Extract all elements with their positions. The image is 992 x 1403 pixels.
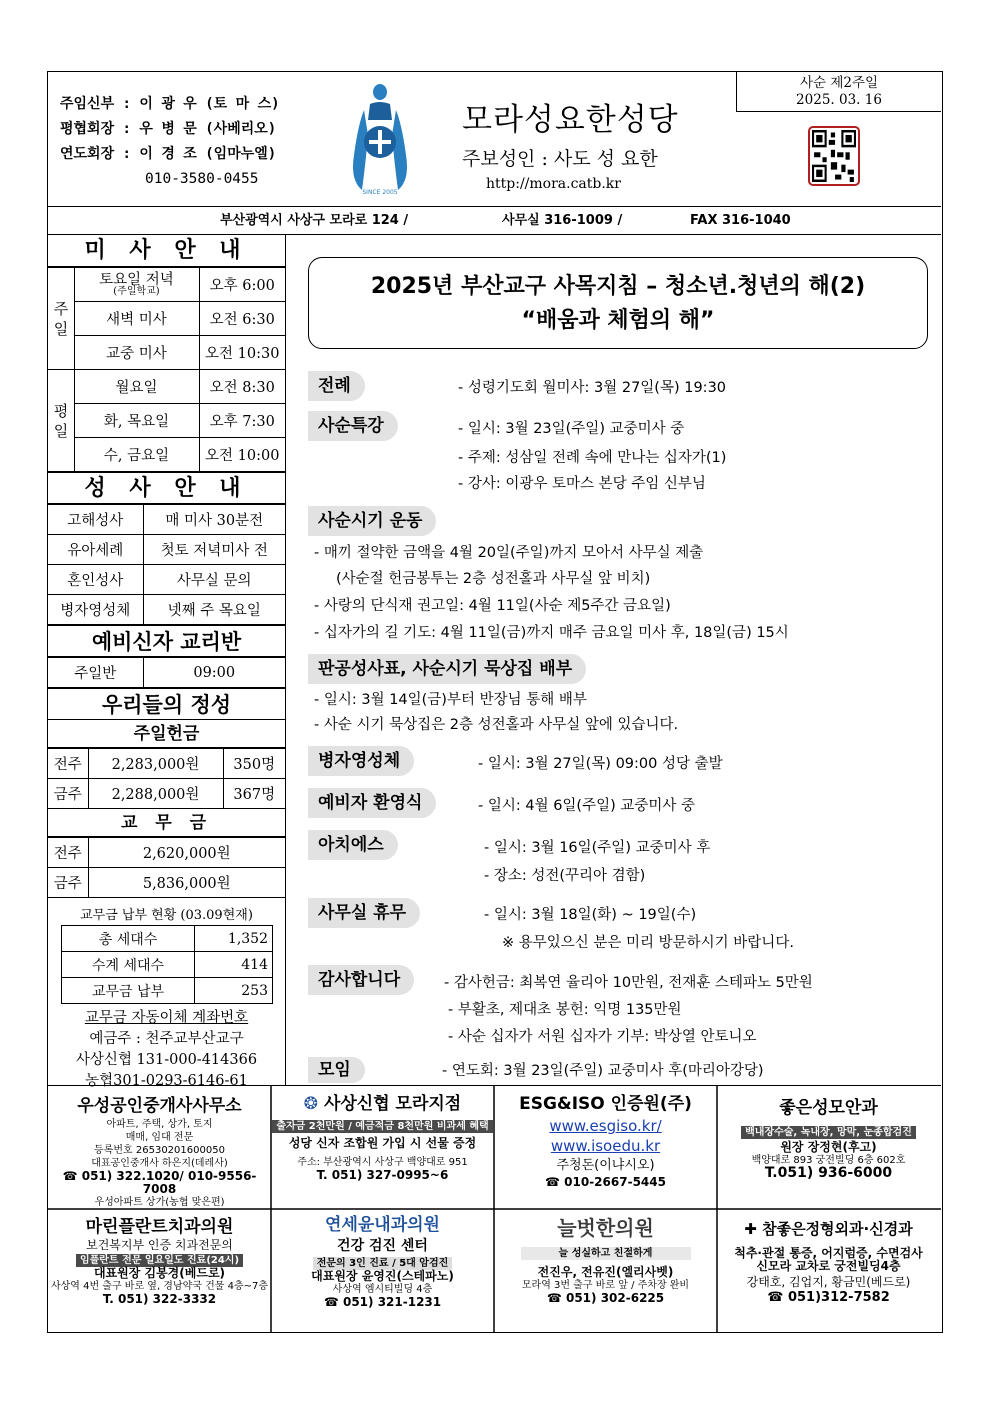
ad-phone: ☎ 051) 321-1231 [323,1295,442,1309]
right-column [288,235,942,1085]
section-tag: 판공성사표, 사순시기 묵상집 배부 [308,654,586,684]
mass-time: 오후 7:30 [199,404,285,438]
ad-title-text: 참좋은정형외과·신경과 [762,1220,913,1238]
section-tag: 감사합니다 [308,965,414,995]
ad-highlight: 늘 성실하고 친절하게 [521,1247,691,1260]
section-line: - 십자가의 길 기도: 4월 11일(금)까지 매주 금요일 미사 후, 18일(금) 15시 [314,625,789,641]
ad-phone: T. 051) 327-0995~6 [316,1168,449,1182]
status-value: 253 [195,978,273,1004]
section-line: - 일시: 3월 14일(금)부터 반장님 통해 배부 [314,692,587,708]
office-phone: 사무실 316-1009 / [502,213,623,228]
offering-count: 367명 [223,779,285,809]
sacraments-title: 성 사 안 내 [48,472,285,504]
section-line: - 일시: 3월 23일(주일) 교중미사 중 [458,421,685,437]
mass-name: 새벽 미사 [74,302,199,336]
ad-line: 원장 장정현(후고) [780,1140,877,1154]
ad-korean-medicine [494,1209,717,1332]
catechumen-title: 예비신자 교리반 [48,625,285,657]
ad-title: 좋은성모안과 [779,1098,878,1118]
dues-status-title: 교무금 납부 현황 (03.09현재) [80,908,253,923]
section-tag: 사순특강 [308,411,398,441]
liturgical-season: 사순 제2주일 [799,75,879,91]
section-line: - 사순 시기 묵상집은 2층 성전홀과 사무실 앞에 있습니다. [314,717,679,733]
status-label: 교무금 납부 [62,978,195,1004]
section-line: - 주제: 성삼일 전례 속에 만나는 십자가(1) [458,450,727,466]
section-line: - 일시: 3월 18일(화) ~ 19일(수) [484,907,697,923]
mass-time: 오전 10:00 [199,438,285,472]
weekday-label [48,370,74,472]
mass-name-text: 토요일 저녁 [99,271,174,288]
ad-subtitle: 건강 검진 센터 [337,1238,428,1254]
account-line: 농협301-0293-6146-61 [85,1073,248,1089]
section-line: - 장소: 성전(꾸리아 겸함) [484,868,646,884]
ad-line: 아파트, 주택, 상가, 토지 [106,1119,213,1130]
offering-label: 금주 [48,779,88,809]
mass-name: 화, 목요일 [74,404,199,438]
sunday-label [48,268,74,370]
mass-name: 월요일 [74,370,199,404]
mass-time: 오후 6:00 [199,268,285,302]
ad-link[interactable]: www.isoedu.kr [550,1137,661,1155]
status-value: 1,352 [195,926,273,952]
ad-line: 사상역 4번 출구 바로 옆, 경남약국 건물 4층~7층 [50,1281,269,1292]
ad-phone: ☎ 051) 322.1020/ 010-9556-7008 [62,1169,257,1196]
mass-name: 수, 금요일 [74,438,199,472]
ad-esg [494,1086,717,1209]
mass-name [74,268,199,302]
ad-orthopedics [717,1209,940,1332]
ad-realestate [48,1086,271,1209]
section-tag: 모임 [308,1057,365,1083]
ad-line: 신모라 교차로 궁전빌딩4층 [756,1259,901,1273]
clergy-line: 연도회장 : 이 경 조 (임마누엘) [60,146,277,162]
ad-line: 척추·관절 통증, 어지럼증, 수면검사 [734,1246,923,1260]
offering-label: 전주 [48,749,88,779]
section-line: - 감사헌금: 최복연 율리아 10만원, 전재훈 스테파노 5만원 [444,975,813,991]
ad-highlight: 임플란트 전문 일요일도 진료(24시) [76,1254,243,1267]
logo-since-text: SINCE 2005 [362,189,398,196]
offering-amount: 2,288,000원 [88,779,223,809]
mass-schedule-table [48,267,285,472]
mass-name: 교중 미사 [74,336,199,370]
ad-line: 대표원장 김봉경(베드로) [93,1266,226,1280]
sacrament-value: 넷째 주 목요일 [143,595,285,625]
parish-logo [344,80,416,198]
patron-saint: 주보성인 : 사도 성 요한 [462,148,658,170]
sacrament-value: 매 미사 30분전 [143,505,285,535]
ad-credit-union [271,1086,494,1209]
section-line: - 사순 십자가 서원 십자가 기부: 박상열 안토니오 [448,1029,757,1045]
section-line: - 일시: 4월 6일(주일) 교중미사 중 [478,798,696,814]
offerings-title: 우리들의 정성 [48,688,285,720]
ad-highlight: 백내장수술, 녹내장, 망막, 눈종합검진 [741,1126,916,1139]
banner-line: “배움과 체험의 해” [521,308,715,333]
weekday-label-text: 평일 [53,401,69,440]
ad-title: 마린플란트치과의원 [85,1217,234,1237]
account-line: 예금주 : 천주교부산교구 [89,1031,244,1047]
clergy-line: 평협회장 : 우 병 문 (사베리오) [60,121,277,137]
clergy-list [60,92,280,192]
section-line: - 성령기도회 월미사: 3월 27일(목) 19:30 [458,380,727,396]
ad-title-text: 사상신협 모라지점 [323,1094,462,1114]
ad-line: 매매, 임대 전문 [125,1132,194,1143]
dues-title: 교 무 금 [48,809,285,837]
ad-line: 대표원장 윤영진(스테파노) [311,1269,454,1283]
section-tag: 사순시기 운동 [308,506,436,536]
sunday-label-text: 주일 [53,299,69,338]
ad-title: 늘벗한의원 [557,1216,654,1240]
sacrament-name: 병자영성체 [48,595,143,625]
ad-line: 주청돈(이냐시오) [556,1158,655,1173]
ad-line: 보건복지부 인증 치과전문의 [86,1238,233,1252]
section-line: - 일시: 3월 27일(목) 09:00 성당 출발 [478,756,723,772]
dues-status-table [61,925,273,1004]
status-label: 수계 세대수 [62,952,195,978]
ads-grid [48,1085,941,1331]
sacrament-name: 혼인성사 [48,565,143,595]
section-tag: 전례 [308,371,365,401]
ad-title [271,1092,494,1116]
cross-icon: ✚ [744,1220,763,1238]
ad-phone: T.051) 936-6000 [764,1165,893,1181]
parish-name: 모라성요한성당 [462,102,679,138]
section-line: - 강사: 이광우 토마스 본당 주임 신부님 [458,476,706,492]
ad-dental [48,1209,271,1332]
mass-schedule-title: 미 사 안 내 [48,235,285,267]
sacrament-value: 사무실 문의 [143,565,285,595]
ad-title: 연세윤내과의원 [325,1215,440,1235]
dues-amount: 2,620,000원 [88,838,285,868]
credit-union-icon: ❂ [303,1094,324,1114]
sunday-offering-table [48,748,285,809]
status-value: 414 [195,952,273,978]
mass-time: 오전 8:30 [199,370,285,404]
ad-phone: ☎ 051) 302-6225 [546,1291,665,1305]
pastoral-banner [308,257,928,349]
ad-eye-clinic [717,1086,940,1209]
ad-line: 주소: 부산광역시 사상구 백양대로 951 [297,1157,468,1168]
status-label: 총 세대수 [62,926,195,952]
sacrament-value: 첫토 저녁미사 전 [143,535,285,565]
catechumen-time: 09:00 [143,658,285,688]
section-tag: 사무실 휴무 [308,898,420,928]
ad-highlight: 전문의 3인 진료 / 5대 암검진 [313,1257,453,1270]
section-line: - 일시: 3월 16일(주일) 교중미사 후 [484,840,711,856]
clergy-line: 주임신부 : 이 광 우 (토 마 스) [60,96,280,112]
section-line: - 사랑의 단식재 권고일: 4월 11일(사순 제5주간 금요일) [314,598,671,614]
ad-line: 백양대로 893 궁전빌딩 6층 602호 [751,1155,906,1166]
dues-table [48,837,285,898]
account-title: 교무금 자동이체 계좌번호 [84,1010,249,1026]
ad-title: ESG&ISO 인증원(주) [519,1094,692,1114]
ad-line: 강태호, 김업지, 황금민(베드로) [746,1275,911,1289]
section-line: ※ 용무있으신 분은 미리 방문하시기 바랍니다. [502,935,794,951]
mass-sub-text: (주일학교) [113,285,160,297]
ad-internal-medicine [271,1209,494,1332]
address-bar [48,207,941,235]
dues-label: 금주 [48,868,88,898]
bulletin-frame [47,71,943,1333]
issue-date: 2025. 03. 16 [796,92,882,108]
section-line: - 부활초, 제대초 봉헌: 익명 135만원 [448,1002,682,1018]
ad-title [717,1217,940,1241]
section-line: - 연도회: 3월 23일(주일) 교중미사 후(마리아강당) [442,1063,764,1079]
mass-time: 오전 6:30 [199,302,285,336]
account-info [48,1004,285,1092]
ad-line: 대표공인중개사 하은지(데레사) [91,1158,228,1169]
ad-line: 등록번호 26530201600050 [94,1145,225,1156]
section-line: - 매끼 절약한 금액을 4월 20일(주일)까지 모아서 사무실 제출 [314,545,704,561]
sacrament-name: 유아세례 [48,535,143,565]
ad-line: 우성아파트 상가(농협 맞은편) [94,1197,225,1208]
ad-phone: ☎ 051)312-7582 [767,1290,890,1305]
header [48,72,941,207]
catechumen-label: 주일반 [48,658,143,688]
date-box [736,72,941,112]
dues-amount: 5,836,000원 [88,868,285,898]
banner-line: 2025년 부산교구 사목지침 – 청소년.청년의 해(2) [370,274,866,299]
account-line: 사상신협 131-000-414366 [75,1052,258,1068]
offering-amount: 2,283,000원 [88,749,223,779]
offering-count: 350명 [223,749,285,779]
ad-line: 전진우, 전유진(엘리사벳) [537,1265,674,1279]
section-tag: 병자영성체 [308,746,414,776]
ad-highlight: 출자금 2천만원 / 예금적금 8천만원 비과세 혜택 [272,1120,492,1133]
phone-number: 010-3580-0455 [145,171,259,187]
qr-code-icon[interactable] [808,126,860,186]
ad-link[interactable]: www.esgiso.kr/ [549,1117,662,1135]
sacraments-table [48,504,285,625]
section-tag: 아치에스 [308,830,398,860]
sacrament-name: 고해성사 [48,505,143,535]
ad-phone: ☎ 010-2667-5445 [545,1175,666,1189]
mass-time: 오전 10:30 [199,336,285,370]
ad-line: 모라역 3번 출구 바로 앞 / 주차장 완비 [521,1280,690,1291]
catechumen-table [48,657,285,688]
left-column [48,235,286,1089]
dues-label: 전주 [48,838,88,868]
section-tag: 예비자 환영식 [308,788,436,818]
ad-phone: T. 051) 322-3332 [102,1292,217,1306]
ad-line: 성당 신자 조합원 가입 시 선물 증정 [288,1136,477,1150]
parish-url[interactable]: http://mora.catb.kr [486,176,621,192]
fax-number: FAX 316-1040 [690,213,791,228]
ad-line: 사상역 엠시티빌딩 4층 [332,1284,433,1295]
section-line: (사순절 헌금봉투는 2층 성전홀과 사무실 앞 비치) [336,571,651,587]
ad-title: 우성공인중개사사무소 [77,1096,242,1116]
sunday-offering-title: 주일헌금 [48,720,285,748]
address: 부산광역시 사상구 모라로 124 / [220,213,409,228]
